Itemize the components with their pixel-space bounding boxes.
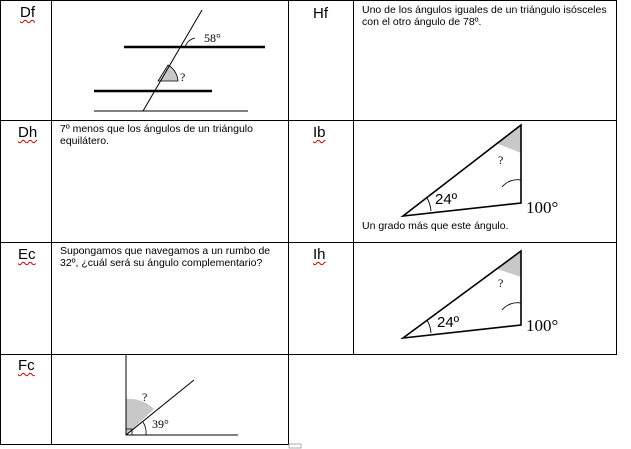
cell-code-ih: Ih xyxy=(313,246,326,263)
parallel-lines-figure xyxy=(80,10,270,118)
triangle-figure-ih xyxy=(395,245,595,345)
known-angle-arc xyxy=(143,422,146,435)
cell-code-dh: Dh xyxy=(18,124,38,141)
problem-text-ec: Supongamos que navegamos a un rumbo de 32º, ¿cuál será su ángulo complementario? xyxy=(60,245,271,269)
angle-a-label: 24º xyxy=(437,314,460,331)
problem-text-hf: Uno de los ángulos iguales de un triángulo isósceles con el otro ángulo de 78º. xyxy=(362,4,607,28)
problem-text-dh: 7º menos que los ángulos de un triángulo equilátero. xyxy=(60,123,253,147)
angle-a-label: 24º xyxy=(435,191,458,208)
top-angle-wedge xyxy=(497,251,521,277)
unknown-angle-label: ? xyxy=(180,70,186,84)
known-angle-arc xyxy=(185,38,195,47)
angle-b-label: 100° xyxy=(526,316,559,335)
known-angle-label: 39° xyxy=(152,417,169,431)
cell-code-ec: Ec xyxy=(18,246,36,263)
angle-b-label: 100° xyxy=(526,198,559,217)
unknown-angle-wedge xyxy=(126,399,154,435)
top-angle-wedge xyxy=(496,125,521,153)
unknown-angle-label: ? xyxy=(142,390,148,404)
known-angle-label: 58° xyxy=(204,31,221,45)
complementary-angle-figure xyxy=(110,355,240,445)
caption-ib: Un grado más que este ángulo. xyxy=(362,220,509,232)
triangle-figure-ib xyxy=(395,121,595,221)
cell-code-fc: Fc xyxy=(18,357,35,374)
unknown-angle-label: ? xyxy=(498,153,504,167)
cell-code-df: Df xyxy=(20,4,35,21)
cell-code-hf: Hf xyxy=(313,5,328,22)
cell-code-ib: Ib xyxy=(313,124,326,141)
unknown-angle-label: ? xyxy=(498,276,504,290)
